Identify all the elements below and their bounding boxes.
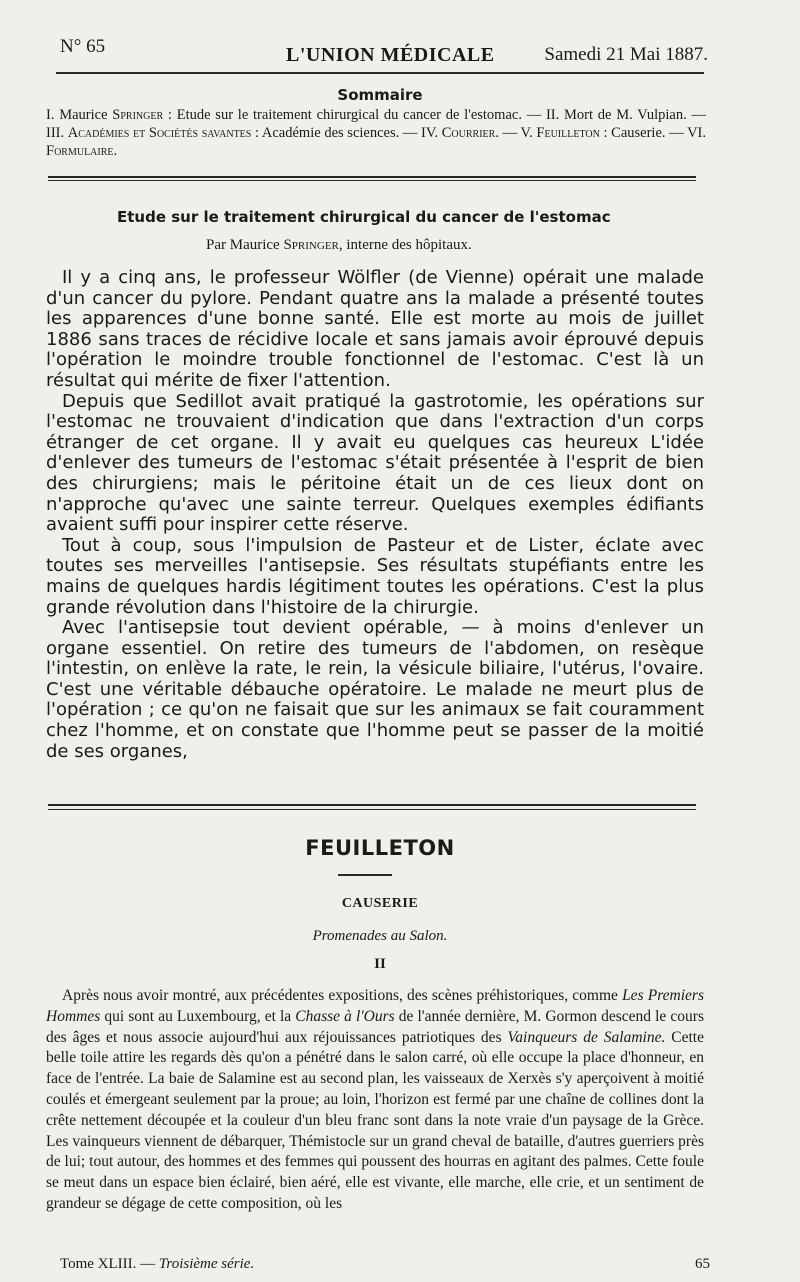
article-paragraph: Tout à coup, sous l'impulsion de Pasteur et de Lister, éclate avec toutes ses merveilles l'antisepsie. Ses résultats stupéfiants entre les mains de quelques hardis légitiment toutes les opérations. C'est la plus grande révolution dans l'histoire de la chirurgie. — [46, 534, 704, 618]
sommaire-title: Sommaire — [337, 86, 423, 104]
sommaire-run: : Etude sur le traitement chirurgical du cancer de l'estomac. — II. Mort de M. Vulpian. — III. — [46, 107, 706, 141]
article-byline — [206, 237, 472, 254]
promenades-title: Promenades au Salon. — [312, 928, 448, 944]
article-paragraph: Il y a cinq ans, le professeur Wölfler (de Vienne) opérait une malade d'un cancer du pylore. Pendant quatre ans la malade a présenté toutes les apparences d'une bonne santé. Elle est morte au mois de juillet 1886 sans traces de récidive locale et sans jamais avoir éprouvé depuis l'opération le moindre trouble fonctionnel de l'estomac. C'est là un résultat qui mérite de fixer l'attention. — [46, 267, 704, 391]
feuilleton-run: Cette belle toile attire les regards dès qu'on a pénétré dans le salon carré, où elle occupe la place d'honneur, en face de l'entrée. La baie de Salamine est au second plan, les vaisseaux de Xerxès s'y aperçoivent à moitié coulés et émergeant seulement par la proue; au loin, l'horizon est fermé par une chaîne de collines dont la crête nettement découpée et la couleur d'un bleu franc sont dans la note vraie d'un paysage de la Grèce. Les vainqueurs viennent de débarquer, Thémistocle sur un grand cheval de bataille, d'autres guerriers près de lui; tout autour, des hommes et des femmes qui poussent des hourras en agitant des palmes. Cette foule se meut dans un espace bien éclairé, bien aéré, elle est vivante, elle marche, elle crie, et un sentiment de grandeur se dégage de cette composition, où les — [46, 1028, 704, 1212]
sommaire-smallcaps: Springer — [112, 107, 164, 123]
sommaire-smallcaps: Courrier — [441, 125, 496, 141]
article-paragraph: Depuis que Sedillot avait pratiqué la gastrotomie, les opérations sur l'estomac ne trouvaient d'indication que dans l'extraction d'un corps étranger de cet organe. Il y avait eu quelques cas heureux L'idée d'enlever des tumeurs de l'estomac s'était présentée à l'esprit de bien des chirurgiens; mais le péritoine était un de ces lieux dont on n'approche qu'avec une sainte terreur. Quelques exemples édifiants avaient suffi pour inspirer cette réserve. — [46, 390, 704, 536]
article-rule-thin — [48, 809, 696, 810]
feuilleton-rule — [338, 874, 392, 876]
article-paragraph: Avec l'antisepsie tout devient opérable, — à moins d'enlever un organe essentiel. On retire des tumeurs de l'abdomen, on resèque l'intestin, on enlève la rate, le rein, la vésicule biliaire, l'utérus, l'ovaire. C'est une véritable débauche opératoire. Le malade ne meurt plus de l'opération ; ce qu'on ne faisait que sur les animaux se fait couramment chez l'homme, et on constate que l'homme peut se passer de la moitié de ses organes, — [46, 617, 704, 762]
issue-date: Samedi 21 Mai 1887. — [544, 44, 708, 65]
feuilleton-paragraph — [46, 986, 704, 1215]
footer-serie: Troisième série. — [158, 1256, 255, 1272]
feuilleton-italic: Chasse à l'Ours — [295, 1007, 395, 1025]
article-rule — [48, 804, 696, 806]
causerie-title: CAUSERIE — [341, 896, 419, 911]
footer-volume — [60, 1256, 254, 1273]
sommaire-rule-thin — [48, 180, 696, 181]
byline-prefix: Par Maurice — [206, 237, 284, 253]
sommaire-run: : Académie des sciences. — IV. — [251, 125, 442, 141]
sommaire-smallcaps: Feuilleton — [536, 125, 600, 141]
section-numeral: II — [374, 956, 386, 972]
sommaire-smallcaps: Académies et Sociétés savantes — [67, 125, 252, 141]
feuilleton-title: FEUILLETON — [305, 836, 455, 860]
page-footer — [60, 1256, 710, 1276]
feuilleton-italic: Vainqueurs de Salamine. — [507, 1028, 666, 1046]
feuilleton-run: Après nous avoir montré, aux précédentes expositions, des scènes préhistoriques, comme — [62, 987, 623, 1004]
sommaire-run: I. Maurice — [46, 107, 113, 123]
article-body — [46, 268, 704, 762]
sommaire-text — [46, 106, 706, 160]
byline-author: Springer — [283, 237, 339, 253]
issue-number: N° 65 — [60, 36, 106, 57]
feuilleton-italic: Les Premiers Hommes — [46, 987, 704, 1025]
page-number: 65 — [695, 1256, 710, 1272]
journal-title: L'UNION MÉDICALE — [286, 44, 495, 66]
feuilleton-body — [46, 986, 704, 1215]
sommaire-run: . — [113, 143, 118, 159]
sommaire-run: : Causerie. — VI. — [599, 125, 706, 141]
page-header — [60, 36, 708, 68]
footer-tome: Tome XLIII. — — [60, 1256, 159, 1272]
article-title: Etude sur le traitement chirurgical du cancer de l'estomac — [117, 208, 611, 226]
header-rule — [56, 72, 704, 74]
feuilleton-run: qui sont au Luxembourg, et la — [100, 1007, 296, 1025]
feuilleton-run: de l'année dernière, M. Gormon descend le cours des âges et nous associe aujourd'hui aux réjouissances patriotiques des — [46, 1007, 704, 1046]
sommaire-run: . — V. — [495, 125, 537, 141]
sommaire-rule — [48, 176, 696, 178]
sommaire-smallcaps: Formulaire — [46, 143, 114, 159]
byline-suffix: , interne des hôpitaux. — [338, 237, 472, 253]
